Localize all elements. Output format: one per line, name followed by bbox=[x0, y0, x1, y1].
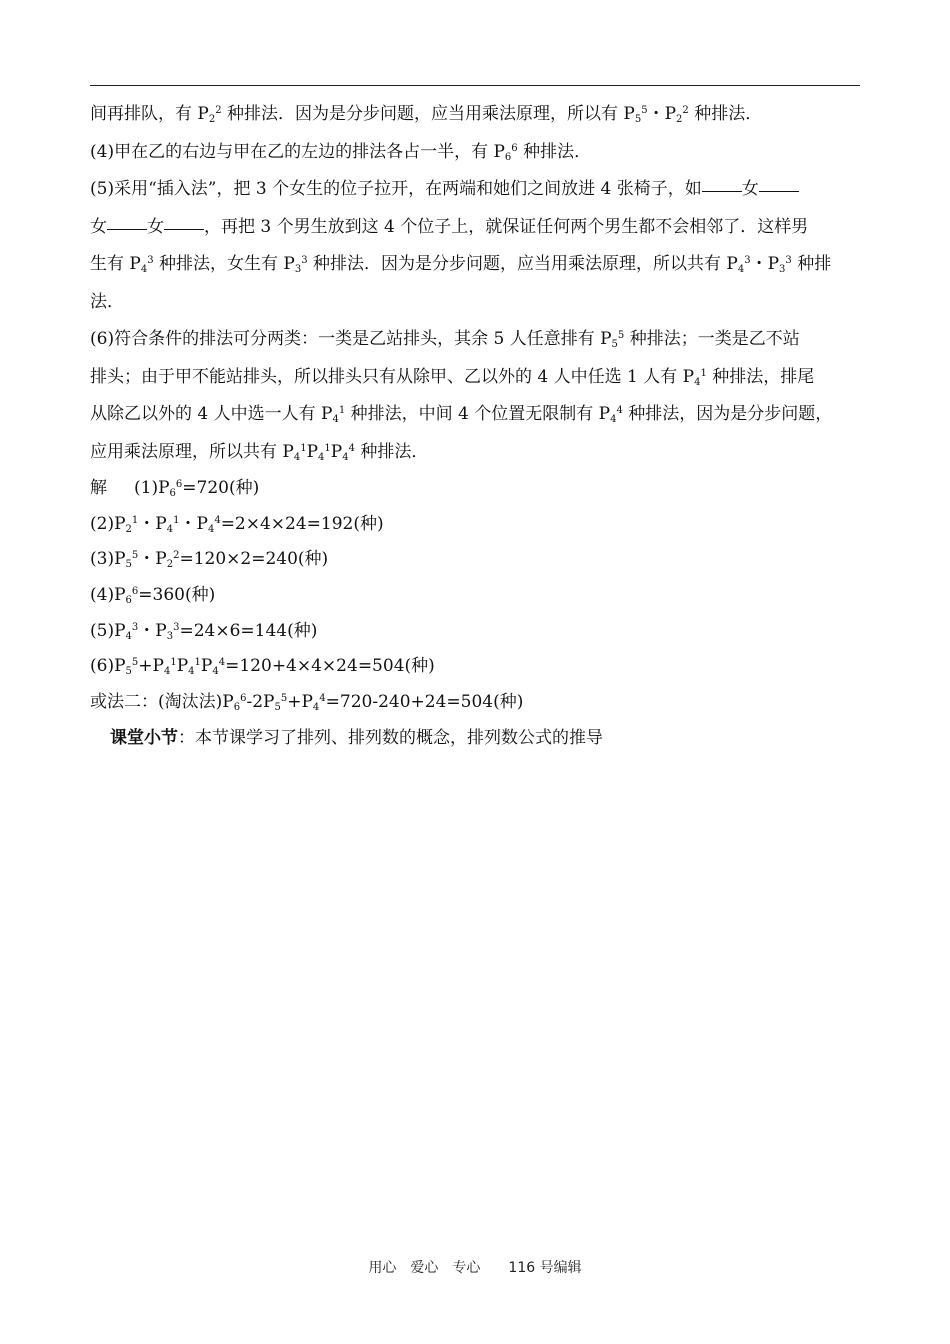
subscript: 5 bbox=[125, 559, 132, 571]
text-run: (4)甲在乙的右边与甲在乙的左边的排法各占一半，有 P bbox=[90, 141, 505, 162]
text-run: =120+4×4×24=504(种) bbox=[225, 656, 435, 677]
superscript: 1 bbox=[194, 657, 201, 669]
text-run: 种排法． bbox=[355, 441, 429, 462]
text-run: (6)符合条件的排法可分两类：一类是乙站排头，其余 5 人任意排有 P bbox=[90, 329, 612, 349]
text-run: 排头；由于甲不能站排头，所以排头只有从除甲、乙以外的 4 人中任选 1 人有 P bbox=[90, 366, 695, 387]
superscript: 3 bbox=[131, 621, 139, 633]
superscript: 5 bbox=[131, 657, 139, 669]
text-run: ・P bbox=[647, 104, 677, 124]
page-footer: 用心 爱心 专心 116 号编辑 bbox=[368, 1260, 582, 1276]
text-run: =2×4×24=192(种) bbox=[220, 513, 384, 534]
subscript: 4 bbox=[188, 666, 195, 678]
superscript: 2 bbox=[173, 550, 180, 562]
fill-blank bbox=[107, 228, 147, 230]
superscript: 1 bbox=[131, 514, 139, 526]
text-run: P bbox=[330, 441, 343, 462]
text-run: 应用乘法原理，所以共有 P bbox=[90, 441, 294, 462]
text-line bbox=[90, 246, 862, 284]
text-line bbox=[90, 434, 862, 472]
text-run: 种排 bbox=[791, 254, 832, 274]
superscript: 2 bbox=[682, 105, 689, 116]
superscript: 5 bbox=[617, 330, 625, 341]
text-run: (5)P bbox=[90, 620, 126, 641]
text-line bbox=[90, 614, 862, 650]
document-body bbox=[90, 96, 862, 757]
superscript: 5 bbox=[280, 693, 288, 705]
subscript: 4 bbox=[166, 523, 174, 535]
superscript: 3 bbox=[147, 255, 154, 266]
superscript: 1 bbox=[173, 514, 180, 526]
text-run: ・P bbox=[179, 513, 208, 534]
text-run: (4)P bbox=[90, 585, 126, 606]
text-run: 女 bbox=[147, 216, 164, 237]
subscript: 4 bbox=[312, 702, 320, 714]
text-line bbox=[90, 209, 862, 247]
subscript: 4 bbox=[342, 451, 349, 463]
superscript: 5 bbox=[131, 550, 139, 562]
solution-label: 解 bbox=[90, 478, 107, 498]
subscript: 6 bbox=[504, 151, 512, 163]
fill-blank bbox=[759, 190, 799, 192]
text-run: 种排法，女生有 P bbox=[153, 254, 295, 274]
text-run: =120×2=240(种) bbox=[179, 549, 329, 570]
text-run: 女 bbox=[741, 179, 759, 199]
subscript: 3 bbox=[166, 630, 174, 642]
subscript: 4 bbox=[212, 666, 219, 678]
superscript: 4 bbox=[218, 657, 226, 669]
subscript: 2 bbox=[166, 559, 174, 571]
text-run: ：本节课学习了排列、排列数的概念，排列数公式的推导 bbox=[178, 727, 603, 748]
text-line bbox=[90, 542, 862, 578]
text-run: 种排法；一类是乙不站 bbox=[624, 329, 800, 349]
text-run: =720(种) bbox=[182, 478, 260, 498]
fill-blank bbox=[702, 190, 742, 192]
subscript: 5 bbox=[274, 702, 281, 714]
superscript: 4 bbox=[616, 405, 623, 416]
text-run: 从除乙以外的 4 人中选一人有 P bbox=[90, 404, 333, 424]
text-line bbox=[90, 359, 862, 397]
text-run: 或法二：(淘汰法)P bbox=[90, 692, 234, 713]
text-line bbox=[90, 471, 862, 507]
text-run: ・P bbox=[750, 254, 780, 274]
text-run: ・P bbox=[138, 549, 167, 570]
text-run: ・P bbox=[138, 513, 167, 534]
text-run: =24×6=144(种) bbox=[179, 620, 318, 641]
text-run: =360(种) bbox=[138, 585, 216, 606]
text-run: 间再排队，有 P bbox=[90, 104, 209, 124]
superscript: 6 bbox=[240, 693, 247, 705]
text-line bbox=[90, 507, 862, 543]
text-run: 法． bbox=[90, 291, 124, 312]
text-run: P bbox=[306, 441, 319, 462]
subscript: 2 bbox=[125, 523, 132, 535]
subscript: 4 bbox=[737, 264, 745, 275]
superscript: 4 bbox=[319, 693, 326, 705]
superscript: 1 bbox=[324, 442, 331, 454]
text-run: -2P bbox=[246, 692, 275, 713]
superscript: 3 bbox=[173, 621, 180, 633]
text-line bbox=[90, 321, 862, 359]
superscript: 1 bbox=[700, 367, 707, 379]
superscript: 3 bbox=[785, 255, 792, 266]
subscript: 3 bbox=[779, 264, 786, 275]
superscript: 6 bbox=[175, 479, 183, 490]
subscript: 4 bbox=[610, 414, 617, 425]
text-run: (1)P bbox=[134, 478, 170, 498]
subscript: 4 bbox=[163, 666, 171, 678]
fill-blank bbox=[164, 228, 204, 230]
superscript: 6 bbox=[511, 142, 518, 154]
text-line bbox=[90, 649, 862, 685]
text-line bbox=[90, 284, 862, 322]
subscript: 3 bbox=[294, 264, 302, 275]
text-run: +P bbox=[138, 656, 164, 677]
text-run: (2)P bbox=[90, 513, 126, 534]
superscript: 1 bbox=[338, 405, 346, 416]
superscript: 3 bbox=[301, 255, 308, 266]
text-run: +P bbox=[287, 692, 313, 713]
text-run: (3)P bbox=[90, 549, 126, 570]
subscript: 4 bbox=[207, 523, 215, 535]
subscript: 4 bbox=[318, 451, 325, 463]
superscript: 5 bbox=[641, 105, 648, 116]
text-line bbox=[90, 134, 862, 172]
text-line bbox=[90, 578, 862, 614]
text-run: 生有 P bbox=[90, 254, 141, 274]
subscript: 6 bbox=[125, 595, 132, 607]
subscript: 4 bbox=[332, 414, 339, 425]
subscript: 5 bbox=[611, 339, 618, 350]
text-run: P bbox=[200, 656, 213, 677]
text-run: 种排法，排尾 bbox=[706, 366, 815, 387]
subscript: 2 bbox=[208, 114, 216, 125]
superscript: 2 bbox=[215, 105, 222, 116]
text-run: 种排法，中间 4 个位置无限制有 P bbox=[345, 404, 611, 424]
text-run: ，再把 3 个男生放到这 4 个位子上，就保证任何两个男生都不会相邻了．这样男 bbox=[204, 216, 809, 237]
superscript: 3 bbox=[744, 255, 751, 266]
text-run: (6)P bbox=[90, 656, 126, 677]
text-run: 种排法． bbox=[688, 104, 763, 124]
superscript: 6 bbox=[131, 586, 139, 598]
text-line bbox=[90, 721, 862, 757]
superscript: 4 bbox=[348, 442, 355, 454]
superscript: 1 bbox=[170, 657, 177, 669]
text-line bbox=[90, 396, 862, 434]
text-run: 女 bbox=[90, 216, 107, 237]
subscript: 6 bbox=[233, 702, 241, 714]
text-line bbox=[90, 96, 862, 134]
text-run: 种排法．因为是分步问题，应当用乘法原理，所以有 P bbox=[221, 104, 635, 124]
subscript: 5 bbox=[634, 114, 642, 125]
text-run: =720-240+24=504(种) bbox=[325, 692, 524, 713]
subscript: 4 bbox=[140, 264, 148, 275]
subscript: 6 bbox=[169, 488, 176, 499]
subscript: 5 bbox=[125, 666, 132, 678]
subscript: 4 bbox=[125, 630, 132, 642]
superscript: 4 bbox=[214, 514, 221, 526]
text-line bbox=[90, 171, 862, 209]
superscript: 1 bbox=[300, 442, 307, 454]
subscript: 4 bbox=[694, 376, 701, 388]
text-run: 种排法． bbox=[517, 141, 592, 162]
subscript: 2 bbox=[676, 114, 683, 125]
subscript: 4 bbox=[293, 451, 301, 463]
section-heading: 课堂小节 bbox=[110, 727, 178, 748]
text-run: P bbox=[176, 656, 189, 677]
text-run: 种排法．因为是分步问题，应当用乘法原理，所以共有 P bbox=[307, 254, 738, 274]
header-rule bbox=[90, 85, 860, 86]
text-run: ・P bbox=[138, 620, 167, 641]
text-line bbox=[90, 685, 862, 721]
text-run: (5)采用“插入法”，把 3 个女生的位子拉开，在两端和她们之间放进 4 张椅子，如 bbox=[90, 179, 702, 199]
text-run: 种排法，因为是分步问题， bbox=[622, 404, 833, 424]
